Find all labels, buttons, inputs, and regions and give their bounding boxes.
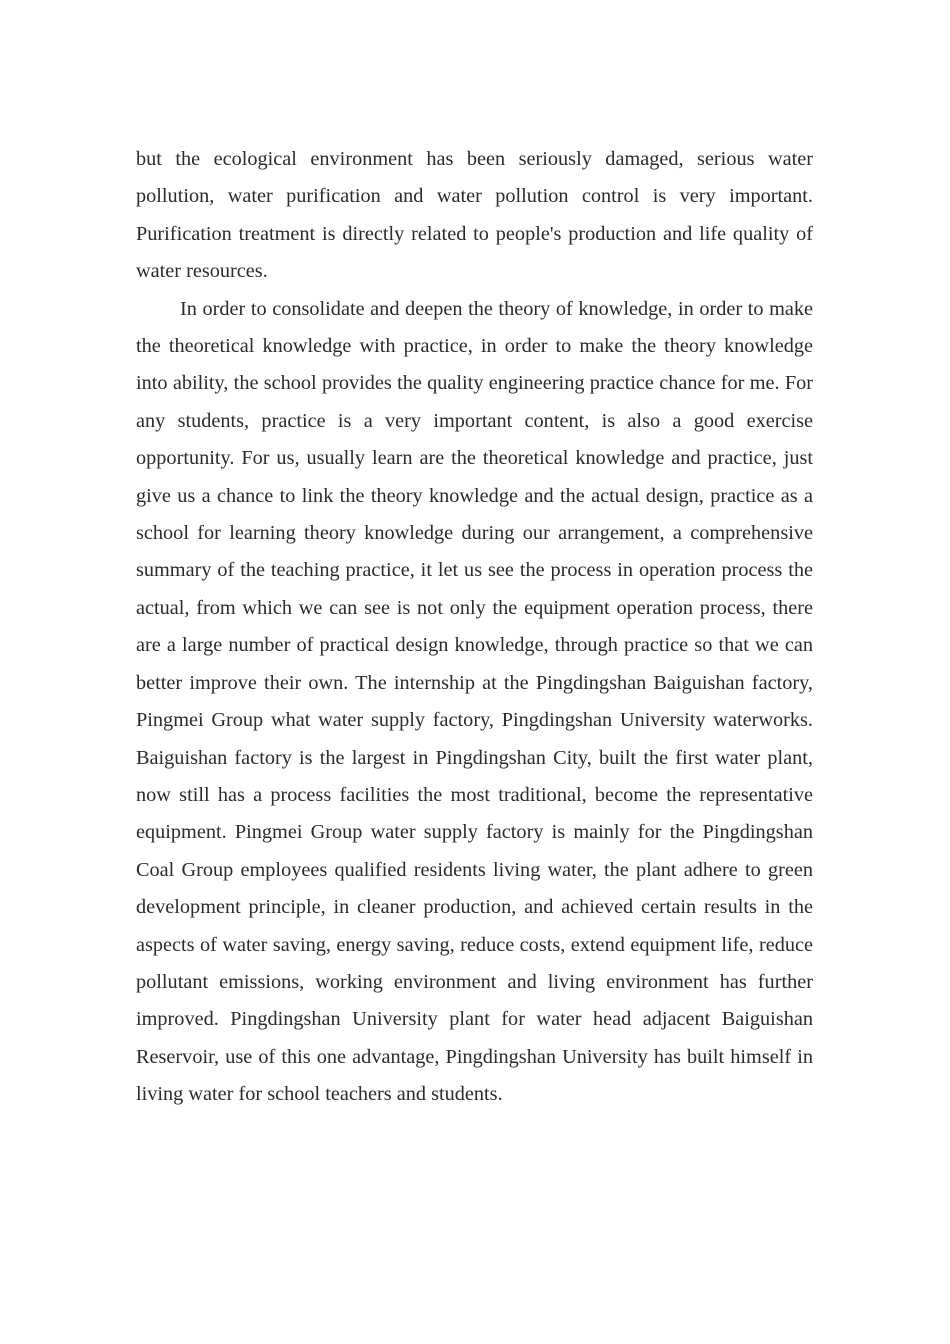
paragraph-continuation: but the ecological environment has been seriously damaged, serious water pollution, water purification and water pollution control is very important. Purification treatment is directly related to people's production and life quality of water resources. bbox=[136, 148, 813, 283]
body-text bbox=[136, 141, 813, 1114]
paragraph-internship-overview: In order to consolidate and deepen the theory of knowledge, in order to make the theoretical knowledge with practice, in order to make the theory knowledge into ability, the school provides the quality engineering practice chance for me. For any students, practice is a very important content, is also a good exercise opportunity. For us, usually learn are the theoretical knowledge and practice, just give us a chance to link the theory knowledge and the actual design, practice as a school for learning theory knowledge during our arrangement, a comprehensive summary of the teaching practice, it let us see the process in operation process the actual, from which we can see is not only the equipment operation process, there are a large number of practical design knowledge, through practice so that we can better improve their own. The internship at the Pingdingshan Baiguishan factory, Pingmei Group what water supply factory, Pingdingshan University waterworks. Baiguishan factory is the largest in Pingdingshan City, built the first water plant, now still has a process facilities the most traditional, become the representative equipment. Pingmei Group water supply factory is mainly for the Pingdingshan Coal Group employees qualified residents living water, the plant adhere to green development principle, in cleaner production, and achieved certain results in the aspects of water saving, energy saving, reduce costs, extend equipment life, reduce pollutant emissions, working environment and living environment has further improved. Pingdingshan University plant for water head adjacent Baiguishan Reservoir, use of this one advantage, Pingdingshan University has built himself in living water for school teachers and students. bbox=[136, 297, 813, 1106]
